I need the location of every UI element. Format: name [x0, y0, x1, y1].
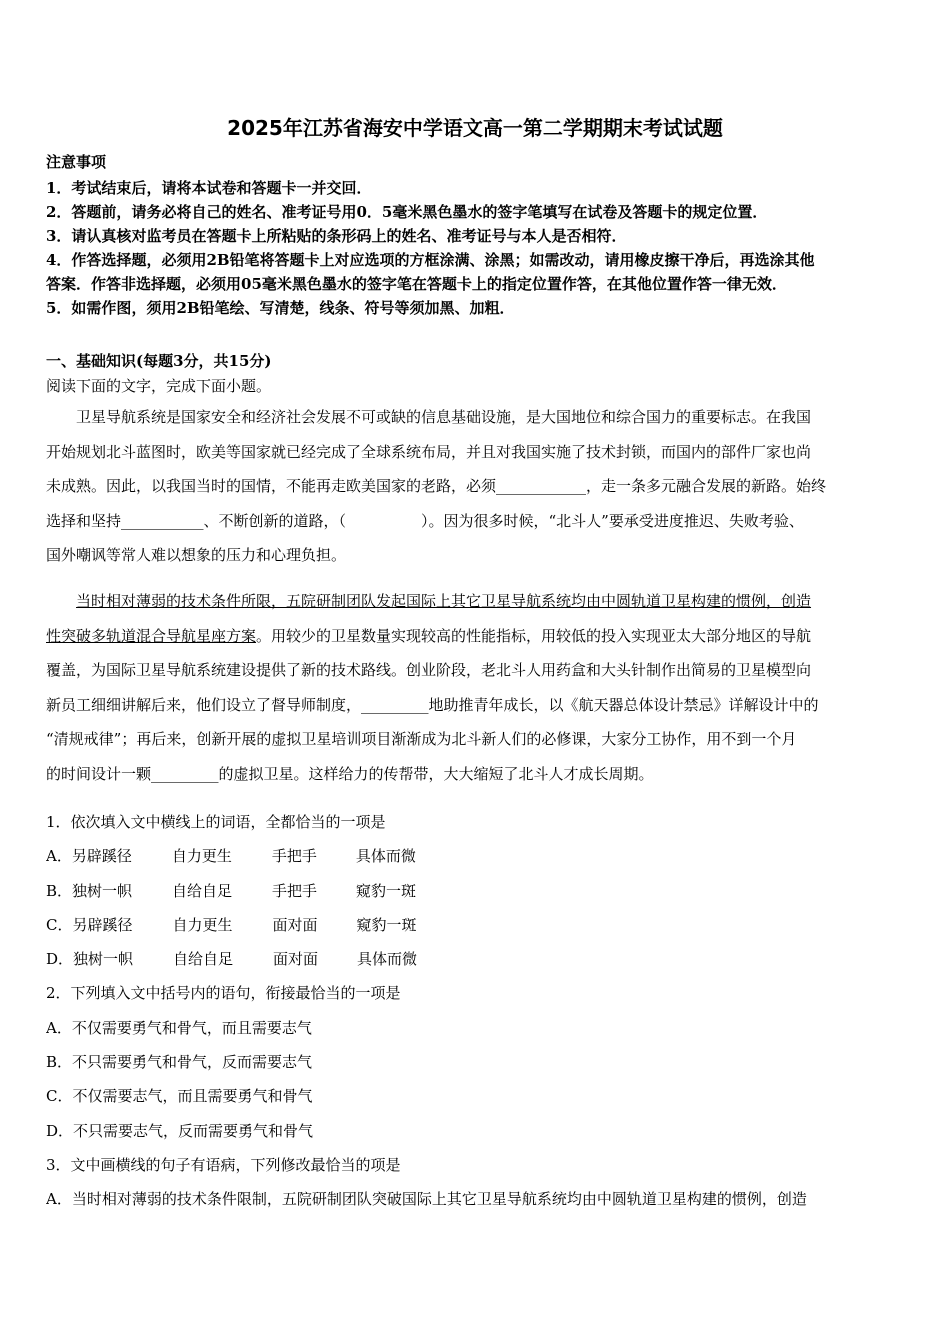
section-heading: 一、基础知识(每题3分，共15分): [46, 352, 272, 370]
passage-text: 。用较少的卫星数量实现较高的性能指标，用较低的投入实现亚太大部分地区的导航: [256, 626, 812, 645]
passage-line: 国外嘲讽等常人难以想象的压力和心理负担。: [46, 546, 347, 564]
page-title: 2025年江苏省海安中学语文高一第二学期期末考试试题: [227, 116, 723, 140]
answer-option-b: B．不只需要勇气和骨气，反而需要志气: [46, 1053, 313, 1072]
notice-heading: 注意事项: [46, 153, 107, 171]
question-stem: 1．依次填入文中横线上的词语，全都恰当的一项是: [46, 813, 386, 831]
notice-item: 3．请认真核对监考员在答题卡上所粘贴的条形码上的姓名、准考证号与本人是否相符．: [46, 227, 627, 245]
passage-paragraph-1: [46, 400, 902, 573]
notice-list: [46, 176, 906, 320]
passage-line: 选择和坚持___________、不断创新的道路，（ ）。因为很多时候，“北斗人”要承受进度推迟、失败考验、: [46, 511, 804, 530]
passage-line: [46, 584, 902, 619]
notice-item: 2．答题前，请务必将自己的姓名、准考证号用0．5毫米黑色墨水的签字笔填写在试卷及答题卡的规定位置．: [46, 203, 768, 221]
passage-line: 卫星导航系统是国家安全和经济社会发展不可或缺的信息基础设施，是大国地位和综合国力的重要标志。在我国: [46, 408, 812, 426]
answer-option-a: A．不仅需要勇气和骨气，而且需要志气: [46, 1018, 312, 1037]
answer-option-c: C．不仅需要志气，而且需要勇气和骨气: [46, 1087, 313, 1106]
passage-line: “清规戒律”；再后来，创新开展的虚拟卫星培训项目渐渐成为北斗新人们的必修课，大家分工协作，用不到一个月: [46, 730, 797, 748]
passage-line: 未成熟。因此，以我国当时的国情，不能再走欧美国家的老路，必须____________，走一条多元融合发展的新路。始终: [46, 477, 827, 495]
passage-line: 新员工细细讲解后来，他们设立了督导师制度，_________地助推青年成长，以《航天器总体设计禁忌》详解设计中的: [46, 695, 819, 714]
underlined-sentence: 性突破多轨道混合导航星座方案: [46, 626, 257, 645]
questions: [46, 805, 906, 1217]
question-stem: 2．下列填入文中括号内的语句，衔接最恰当的一项是: [46, 984, 401, 1003]
answer-option-a: A．当时相对薄弱的技术条件限制，五院研制团队突破国际上其它卫星导航系统均由中圆轨道卫星构建的惯例，创造: [46, 1190, 807, 1209]
answer-option-a: A．另辟蹊径 自力更生 手把手 具体而微: [46, 847, 416, 866]
passage-paragraph-2: [46, 584, 902, 791]
underlined-sentence: 当时相对薄弱的技术条件所限，五院研制团队发起国际上其它卫星导航系统均由中圆轨道卫星构建的惯例，创造: [76, 592, 812, 610]
notice-item: 5．如需作图，须用2B铅笔绘、写清楚，线条、符号等须加黑、加粗．: [46, 299, 515, 317]
passage-line: 开始规划北斗蓝图时，欧美等国家就已经完成了全球系统布局，并且对我国实施了技术封锁，而国内的部件厂家也尚: [46, 442, 812, 461]
notice-item: 4．作答选择题，必须用2B铅笔将答题卡上对应选项的方框涂满、涂黑；如需改动，请用橡皮擦干净后，再选涂其他: [46, 251, 815, 269]
reading-instruction: 阅读下面的文字，完成下面小题。: [46, 377, 272, 395]
notice-item: 1．考试结束后，请将本试卷和答题卡一并交回．: [46, 179, 372, 197]
answer-option-b: B．独树一帜 自给自足 手把手 窥豹一斑: [46, 881, 417, 900]
passage-line: 覆盖，为国际卫星导航系统建设提供了新的技术路线。创业阶段，老北斗人用药盒和大头针制作出简易的卫星模型向: [46, 661, 812, 679]
answer-option-d: D．不只需要志气，反而需要勇气和骨气: [46, 1121, 314, 1140]
question-stem: 3．文中画横线的句子有语病，下列修改最恰当的项是: [46, 1155, 401, 1174]
answer-option-d: D．独树一帜 自给自足 面对面 具体而微: [46, 950, 418, 969]
notice-item: 答案．作答非选择题，必须用05毫米黑色墨水的签字笔在答题卡上的指定位置作答，在其他位置作答一律无效．: [46, 275, 787, 293]
answer-option-c: C．另辟蹊径 自力更生 面对面 窥豹一斑: [46, 915, 417, 934]
passage-line: 的时间设计一颗_________的虚拟卫星。这样给力的传帮带，大大缩短了北斗人才成长周期。: [46, 764, 654, 783]
passage-line: [46, 619, 902, 654]
